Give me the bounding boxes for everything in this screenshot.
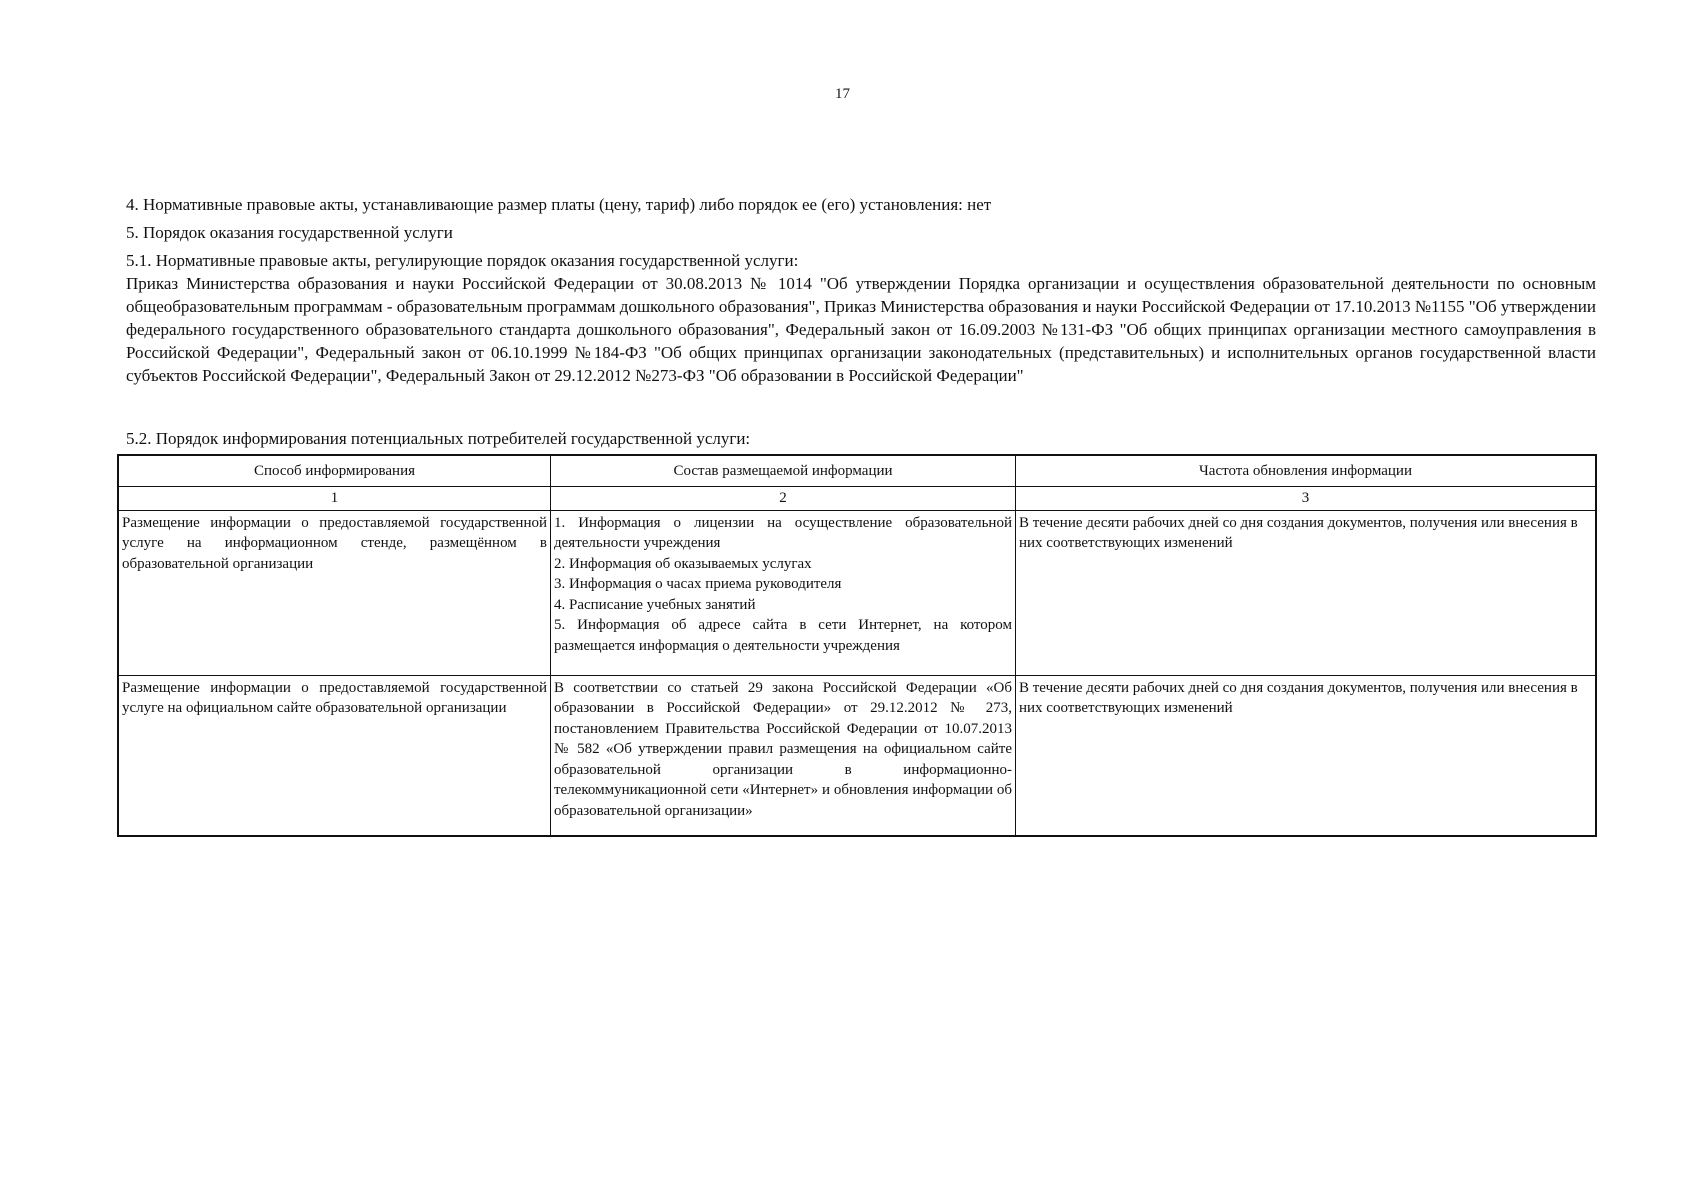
list-item: 1. Информация о лицензии на осуществление образовательной деятельности учреждения [554, 514, 1012, 551]
table-column-numbers-row [118, 487, 1596, 511]
column-number: 2 [551, 487, 1016, 511]
table-cell-frequency: В течение десяти рабочих дней со дня создания документов, получения или внесения в них соответствующих изменений [1016, 510, 1597, 675]
table-header-frequency: Частота обновления информации [1016, 455, 1597, 487]
list-item: 2. Информация об оказываемых услугах [554, 555, 812, 572]
table-header-method: Способ информирования [118, 455, 551, 487]
document-body [126, 193, 1596, 456]
table-header-row [118, 455, 1596, 487]
section-5-2-heading: 5.2. Порядок информирования потенциальных потребителей государственной услуги: [126, 429, 751, 448]
list-item: 4. Расписание учебных занятий [554, 596, 756, 613]
column-number: 3 [1016, 487, 1597, 511]
table-cell-frequency: В течение десяти рабочих дней со дня создания документов, получения или внесения в них соответствующих изменений [1016, 675, 1597, 836]
informing-table [117, 454, 1597, 837]
page-number: 17 [835, 86, 850, 102]
section-5-1-heading: 5.1. Нормативные правовые акты, регулирующие порядок оказания государственной услуги: [126, 251, 799, 270]
section-5-heading: 5. Порядок оказания государственной услуги [126, 223, 453, 242]
table-cell-method: Размещение информации о предоставляемой государственной услуге на информационном стенде, размещённом в образовательной организации [118, 510, 551, 675]
table-row [118, 675, 1596, 836]
section-4: 4. Нормативные правовые акты, устанавливающие размер платы (цену, тариф) либо порядок ее (его) установления: нет [126, 195, 992, 214]
section-5-1-legal-acts: Приказ Министерства образования и науки Российской Федерации от 30.08.2013 № 1014 "Об утверждении Порядка организации и осуществления образовательной деятельности по основным общеобразовательным программам - образовательным программам дошкольного образования", Приказ Министерства образования и науки Российской Федерации от 17.10.2013 №1155 "Об утверждении федерального государственного образовательного стандарта дошкольного образования", Федеральный закон от 16.09.2003 №131-ФЗ "Об общих принципах организации местного самоуправления в Российской Федерации", Федеральный закон от 06.10.1999 №184-ФЗ "Об общих принципах организации законодательных (представительных) и исполнительных органов государственной власти субъектов Российской Федерации", Федеральный Закон от 29.12.2012 №273-ФЗ "Об образовании в Российской Федерации" [126, 274, 1596, 385]
column-number: 1 [118, 487, 551, 511]
list-item: 5. Информация об адресе сайта в сети Интернет, на котором размещается информация о деятельности учреждения [554, 617, 1012, 654]
table-row [118, 510, 1596, 675]
table-cell-content [551, 510, 1016, 675]
list-item: 3. Информация о часах приема руководителя [554, 576, 842, 592]
table-cell-content: В соответствии со статьей 29 закона Российской Федерации «Об образовании в Российской Федерации» от 29.12.2012 № 273, постановлением Правительства Российской Федерации от 10.07.2013 № 582 «Об утверждении правил размещения на официальном сайте образовательной организации в информационно-телекоммуникационной сети «Интернет» и обновления информации об образовательной организации» [551, 675, 1016, 836]
table-header-content: Состав размещаемой информации [551, 455, 1016, 487]
table-cell-method: Размещение информации о предоставляемой государственной услуге на официальном сайте образовательной организации [118, 675, 551, 836]
